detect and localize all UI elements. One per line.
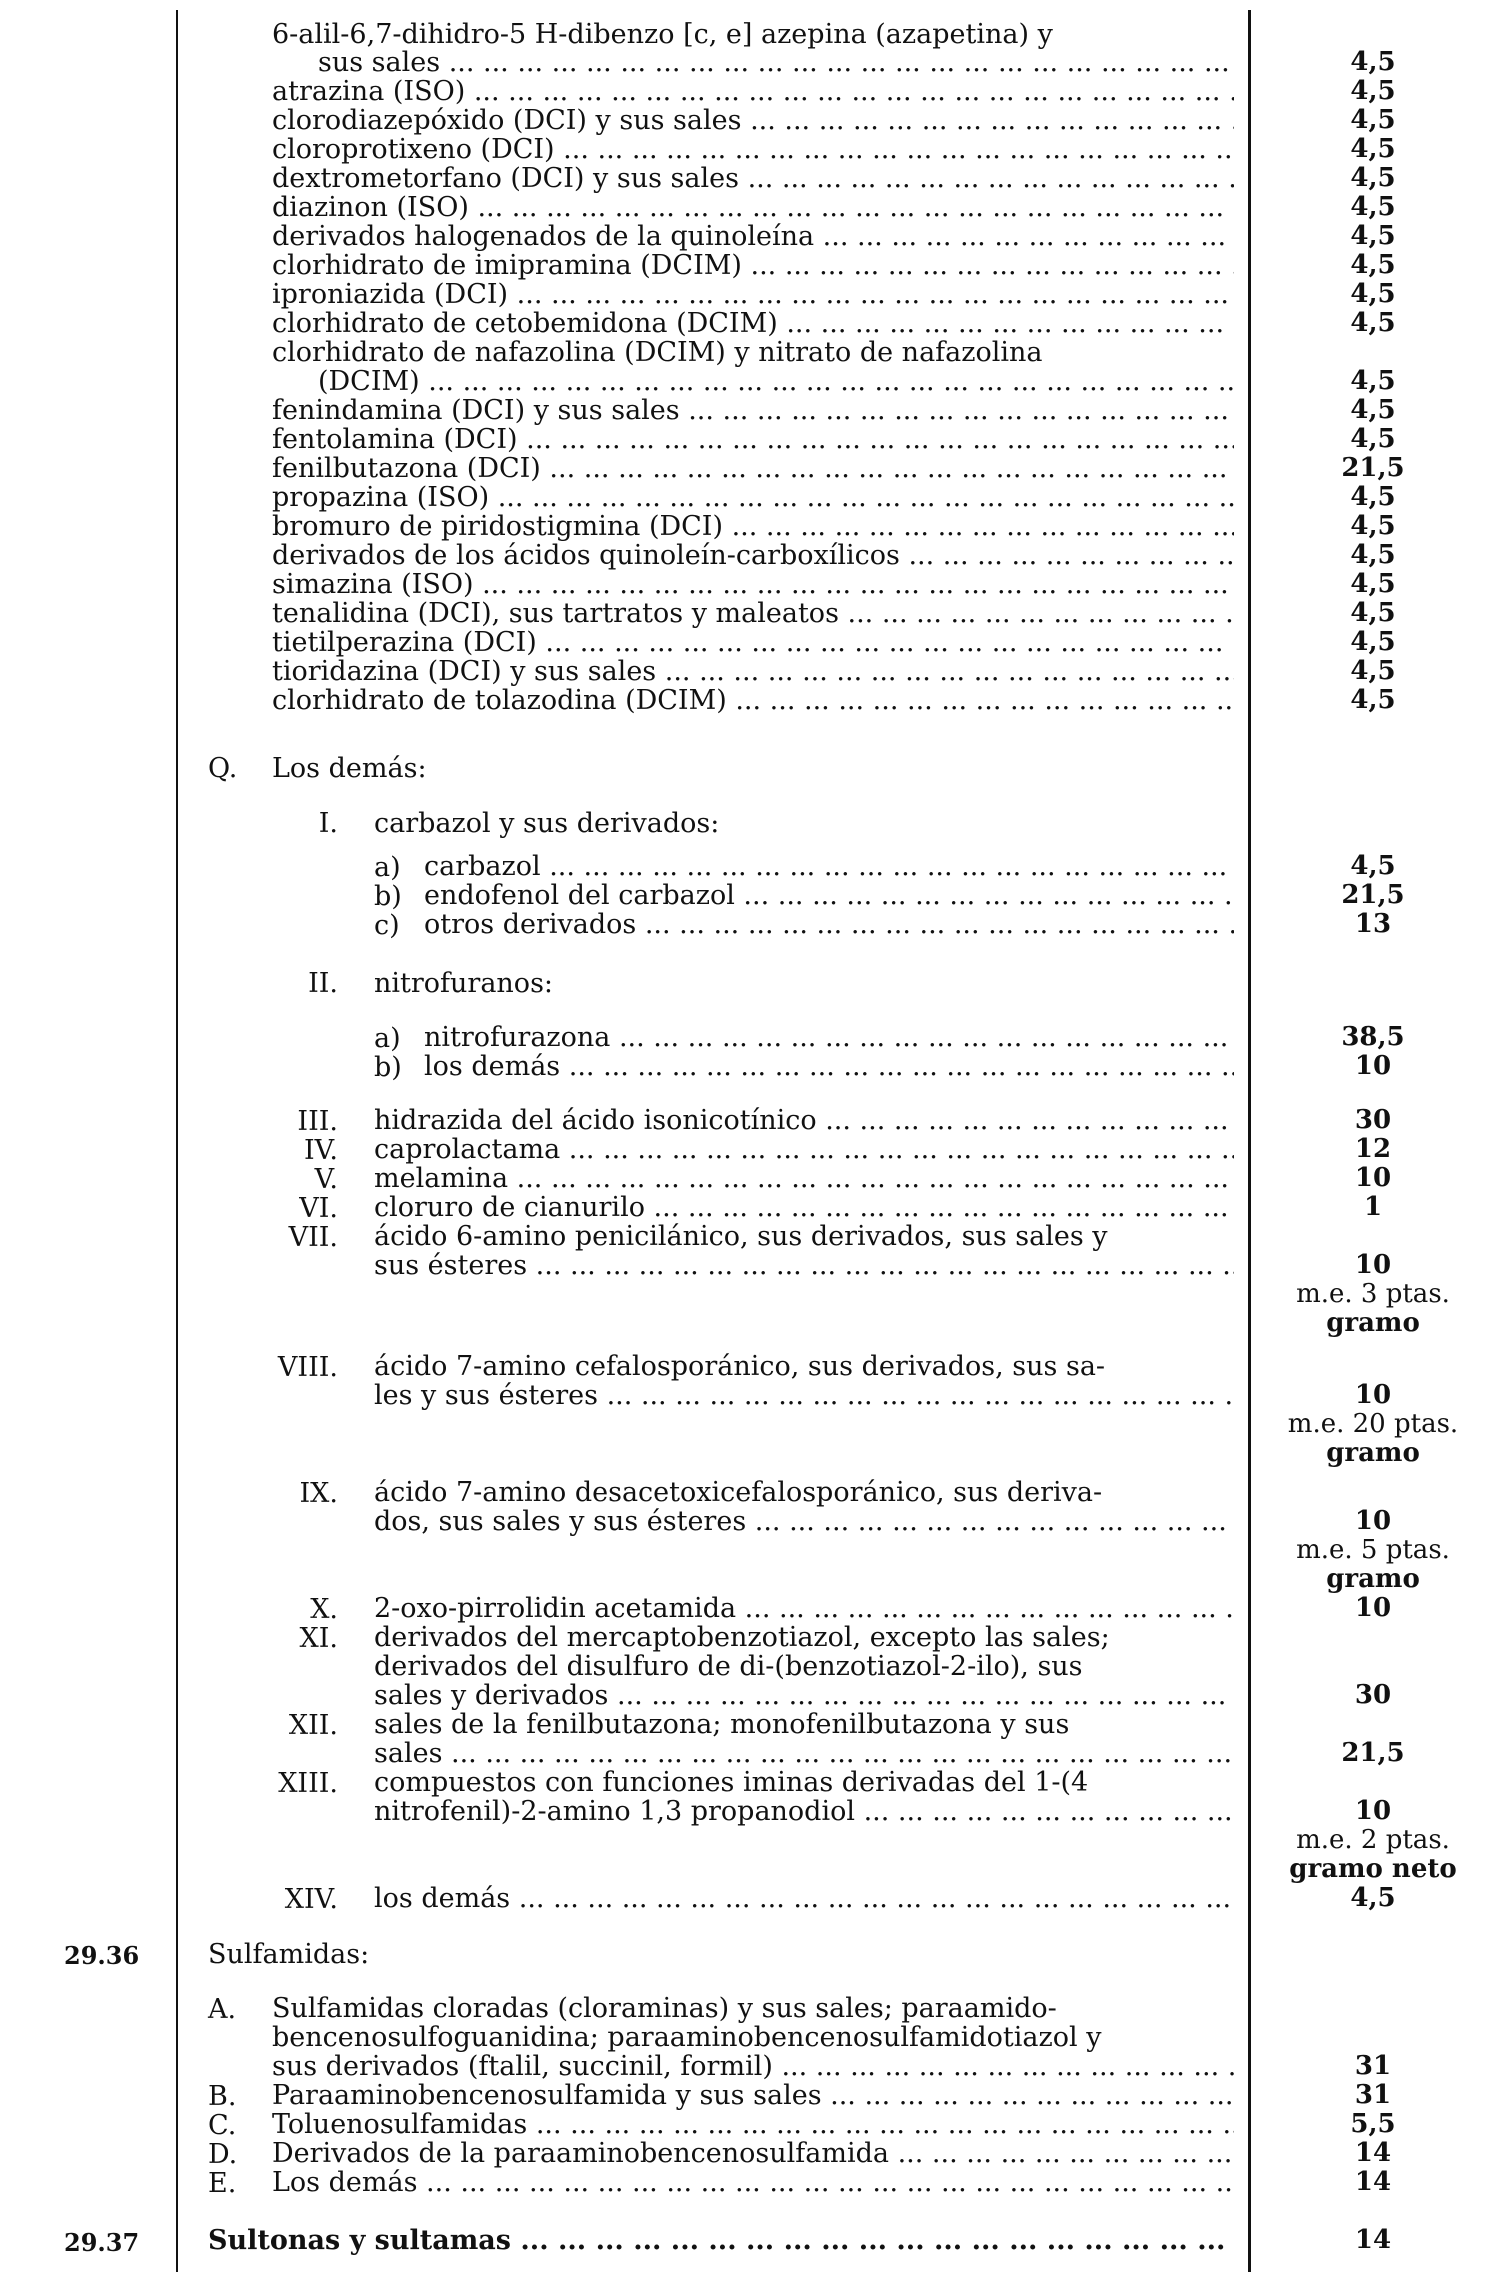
sulfamidas-c-text: Toluenosulfamidas ... .	[272, 2110, 1234, 2139]
q-iii-roman: III.	[297, 1106, 338, 1137]
q-xi-value: 30	[1354, 1680, 1392, 1710]
sulfamidas-b-value: 31	[1354, 2080, 1392, 2110]
q-ii-b-text: los demás ... .	[424, 1052, 1234, 1081]
p-item-22: clorhidrato de tolazodina (DCIM) ... .	[272, 686, 1234, 715]
q-xi-roman: XI.	[299, 1623, 338, 1654]
p-item-14: fenilbutazona (DCI) ... .	[272, 454, 1234, 483]
q-ix-unit-2: gramo	[1326, 1564, 1420, 1594]
sulfamidas-d-text: Derivados de la paraaminobencenosulfamida ... .	[272, 2139, 1234, 2168]
p-item-3-value: 4,5	[1350, 105, 1396, 135]
sulfamidas-d-letter: D.	[208, 2139, 238, 2170]
q-i-b-value: 21,5	[1341, 880, 1405, 910]
heading-code-29-37: 29.37	[64, 2228, 140, 2257]
p-item-8: clorhidrato de imipramina (DCIM) ... .	[272, 251, 1234, 280]
q-vii-line1: ácido 6-amino penicilánico, sus derivados, sus sales y	[374, 1221, 1108, 1252]
q-xiii-line2: nitrofenil)-2-amino 1,3 propanodiol ... .	[374, 1797, 1234, 1826]
q-i-roman: I.	[318, 808, 338, 839]
sulfamidas-d-value: 14	[1354, 2138, 1392, 2168]
q-i-a-letter: a)	[374, 852, 401, 883]
p-item-3: clorodiazepóxido (DCI) y sus sales ... .	[272, 106, 1234, 135]
heading-code-29-36: 29.36	[64, 1941, 140, 1970]
p-item-17-value: 4,5	[1350, 540, 1396, 570]
q-vi-roman: VI.	[299, 1193, 338, 1224]
p-item-21: tioridazina (DCI) y sus sales ... .	[272, 657, 1234, 686]
left-rule	[176, 10, 178, 2272]
p-item-16-value: 4,5	[1350, 511, 1396, 541]
sulfamidas-heading: Sulfamidas:	[208, 1939, 370, 1970]
q-xi-line1: derivados del mercaptobenzotiazol, excepto las sales;	[374, 1622, 1110, 1653]
q-v-value: 10	[1354, 1163, 1392, 1193]
q-ii-a-value: 38,5	[1341, 1022, 1405, 1052]
sultonas-heading: Sultonas y sultamas ... .	[208, 2226, 1234, 2255]
q-heading: Los demás:	[272, 753, 427, 784]
q-ii-b-value: 10	[1354, 1051, 1392, 1081]
p-item-11-value: 4,5	[1350, 366, 1396, 396]
sulfamidas-b-letter: B.	[208, 2081, 237, 2112]
p-item-6: diazinon (ISO) ... .	[272, 193, 1234, 222]
p-item-17: derivados de los ácidos quinoleín-carboxílicos ... .	[272, 541, 1234, 570]
p-item-9: iproniazida (DCI) ... .	[272, 280, 1234, 309]
p-item-1-line2: sus sales ... .	[318, 48, 1234, 77]
q-vii-unit-2: gramo	[1326, 1308, 1420, 1338]
p-item-5-value: 4,5	[1350, 163, 1396, 193]
p-item-4: cloroprotixeno (DCI) ... .	[272, 135, 1234, 164]
p-item-12: fenindamina (DCI) y sus sales ... .	[272, 396, 1234, 425]
p-item-20: tietilperazina (DCI) ... .	[272, 628, 1234, 657]
p-item-18-value: 4,5	[1350, 569, 1396, 599]
q-xiv-value: 4,5	[1350, 1883, 1396, 1913]
q-xiii-roman: XIII.	[278, 1768, 338, 1799]
q-iii-value: 30	[1354, 1105, 1392, 1135]
p-item-10: clorhidrato de cetobemidona (DCIM) ... .	[272, 309, 1234, 338]
sulfamidas-a-line3: sus derivados (ftalil, succinil, formil) ... .	[272, 2052, 1234, 2081]
q-v-text: melamina ... .	[374, 1164, 1234, 1193]
q-x-text: 2-oxo-pirrolidin acetamida ... .	[374, 1594, 1234, 1623]
q-iv-value: 12	[1354, 1134, 1392, 1164]
p-item-6-value: 4,5	[1350, 192, 1396, 222]
p-item-22-value: 4,5	[1350, 685, 1396, 715]
q-iv-text: caprolactama ... .	[374, 1135, 1234, 1164]
p-item-15: propazina (ISO) ... .	[272, 483, 1234, 512]
q-ii-a-letter: a)	[374, 1023, 401, 1054]
p-item-14-value: 21,5	[1341, 453, 1405, 483]
sulfamidas-e-letter: E.	[208, 2168, 237, 2199]
p-item-2-value: 4,5	[1350, 76, 1396, 106]
q-vi-text: cloruro de cianurilo ... .	[374, 1193, 1234, 1222]
p-item-13-value: 4,5	[1350, 424, 1396, 454]
q-xii-line1: sales de la fenilbutazona; monofenilbutazona y sus	[374, 1709, 1070, 1740]
q-xiii-value: 10	[1354, 1796, 1392, 1826]
q-xiv-text: los demás ... .	[374, 1884, 1234, 1913]
q-xi-line2: derivados del disulfuro de di-(benzotiazol-2-ilo), sus	[374, 1651, 1083, 1682]
sulfamidas-e-text: Los demás ... .	[272, 2168, 1234, 2197]
p-item-10-value: 4,5	[1350, 308, 1396, 338]
right-rule	[1248, 10, 1251, 2272]
p-item-8-value: 4,5	[1350, 250, 1396, 280]
q-ix-value: 10	[1354, 1506, 1392, 1536]
sulfamidas-c-letter: C.	[208, 2110, 237, 2141]
q-viii-roman: VIII.	[277, 1352, 338, 1383]
q-xiii-line1: compuestos con funciones iminas derivadas del 1-(4	[374, 1767, 1089, 1798]
q-viii-unit: m.e. 20 ptas.	[1287, 1409, 1459, 1439]
q-ix-roman: IX.	[299, 1478, 338, 1509]
q-ix-line2: dos, sus sales y sus ésteres ... .	[374, 1507, 1234, 1536]
p-item-16: bromuro de piridostigmina (DCI) ... .	[272, 512, 1234, 541]
q-iv-roman: IV.	[303, 1135, 338, 1166]
sulfamidas-a-line1: Sulfamidas cloradas (cloraminas) y sus sales; paraamido-	[272, 1993, 1057, 2024]
p-item-21-value: 4,5	[1350, 656, 1396, 686]
q-i-a-value: 4,5	[1350, 851, 1396, 881]
p-item-15-value: 4,5	[1350, 482, 1396, 512]
q-vii-roman: VII.	[288, 1222, 338, 1253]
p-item-11-line2: (DCIM) ... .	[318, 367, 1234, 396]
q-vii-unit: m.e. 3 ptas.	[1296, 1279, 1450, 1309]
q-viii-line1: ácido 7-amino cefalosporánico, sus derivados, sus sa-	[374, 1351, 1106, 1382]
q-i-c-text: otros derivados ... .	[424, 910, 1234, 939]
sulfamidas-a-line2: bencenosulfoguanidina; paraaminobencenosulfamidotiazol y	[272, 2022, 1102, 2053]
q-iii-text: hidrazida del ácido isonicotínico ... .	[374, 1106, 1234, 1135]
q-ii-heading: nitrofuranos:	[374, 968, 554, 999]
q-i-b-letter: b)	[374, 881, 402, 912]
q-i-b-text: endofenol del carbazol ... .	[424, 881, 1234, 910]
p-item-12-value: 4,5	[1350, 395, 1396, 425]
q-letter: Q.	[208, 753, 238, 784]
q-xii-roman: XII.	[288, 1710, 338, 1741]
p-item-2: atrazina (ISO) ... .	[272, 77, 1234, 106]
q-vii-line2: sus ésteres ... .	[374, 1251, 1234, 1280]
q-i-heading: carbazol y sus derivados:	[374, 808, 720, 839]
sulfamidas-a-letter: A.	[208, 1994, 237, 2025]
p-item-19-value: 4,5	[1350, 598, 1396, 628]
q-ix-line1: ácido 7-amino desacetoxicefalosporánico, sus deriva-	[374, 1477, 1103, 1508]
q-ii-roman: II.	[308, 968, 338, 999]
sultonas-value: 14	[1354, 2225, 1392, 2255]
q-viii-value: 10	[1354, 1380, 1392, 1410]
p-item-5: dextrometorfano (DCI) y sus sales ... .	[272, 164, 1234, 193]
q-xiii-unit: m.e. 2 ptas.	[1296, 1825, 1450, 1855]
q-vi-value: 1	[1363, 1192, 1383, 1222]
sulfamidas-e-value: 14	[1354, 2167, 1392, 2197]
q-i-c-value: 13	[1354, 909, 1392, 939]
sulfamidas-a-value: 31	[1354, 2051, 1392, 2081]
q-viii-unit-2: gramo	[1326, 1438, 1420, 1468]
q-ii-b-letter: b)	[374, 1052, 402, 1083]
q-vii-value: 10	[1354, 1250, 1392, 1280]
sulfamidas-b-text: Paraaminobencenosulfamida y sus sales ... .	[272, 2081, 1234, 2110]
q-viii-line2: les y sus ésteres ... .	[374, 1381, 1234, 1410]
q-i-c-letter: c)	[374, 910, 400, 941]
p-item-18: simazina (ISO) ... .	[272, 570, 1234, 599]
p-item-9-value: 4,5	[1350, 279, 1396, 309]
p-item-20-value: 4,5	[1350, 627, 1396, 657]
q-xii-line2: sales ... .	[374, 1739, 1234, 1768]
q-x-value: 10	[1354, 1593, 1392, 1623]
q-xiv-roman: XIV.	[284, 1884, 338, 1915]
q-ii-a-text: nitrofurazona ... .	[424, 1023, 1234, 1052]
p-item-11-line1: clorhidrato de nafazolina (DCIM) y nitrato de nafazolina	[272, 337, 1043, 368]
q-xii-value: 21,5	[1341, 1738, 1405, 1768]
q-i-a-text: carbazol ... .	[424, 852, 1234, 881]
q-xiii-unit-2: gramo neto	[1289, 1854, 1457, 1884]
p-item-4-value: 4,5	[1350, 134, 1396, 164]
p-item-7: derivados halogenados de la quinoleína ... .	[272, 222, 1234, 251]
q-v-roman: V.	[314, 1164, 338, 1195]
p-item-19: tenalidina (DCI), sus tartratos y maleatos ... .	[272, 599, 1234, 628]
p-item-1-line1: 6-alil-6,7-dihidro-5 H-dibenzo [c, e] azepina (azapetina) y	[272, 19, 1053, 50]
q-ix-unit: m.e. 5 ptas.	[1296, 1535, 1450, 1565]
p-item-7-value: 4,5	[1350, 221, 1396, 251]
sulfamidas-c-value: 5,5	[1350, 2109, 1396, 2139]
p-item-13: fentolamina (DCI) ... .	[272, 425, 1234, 454]
q-xi-line3: sales y derivados ... .	[374, 1681, 1234, 1710]
p-item-1-value: 4,5	[1350, 47, 1396, 77]
q-x-roman: X.	[310, 1594, 338, 1625]
